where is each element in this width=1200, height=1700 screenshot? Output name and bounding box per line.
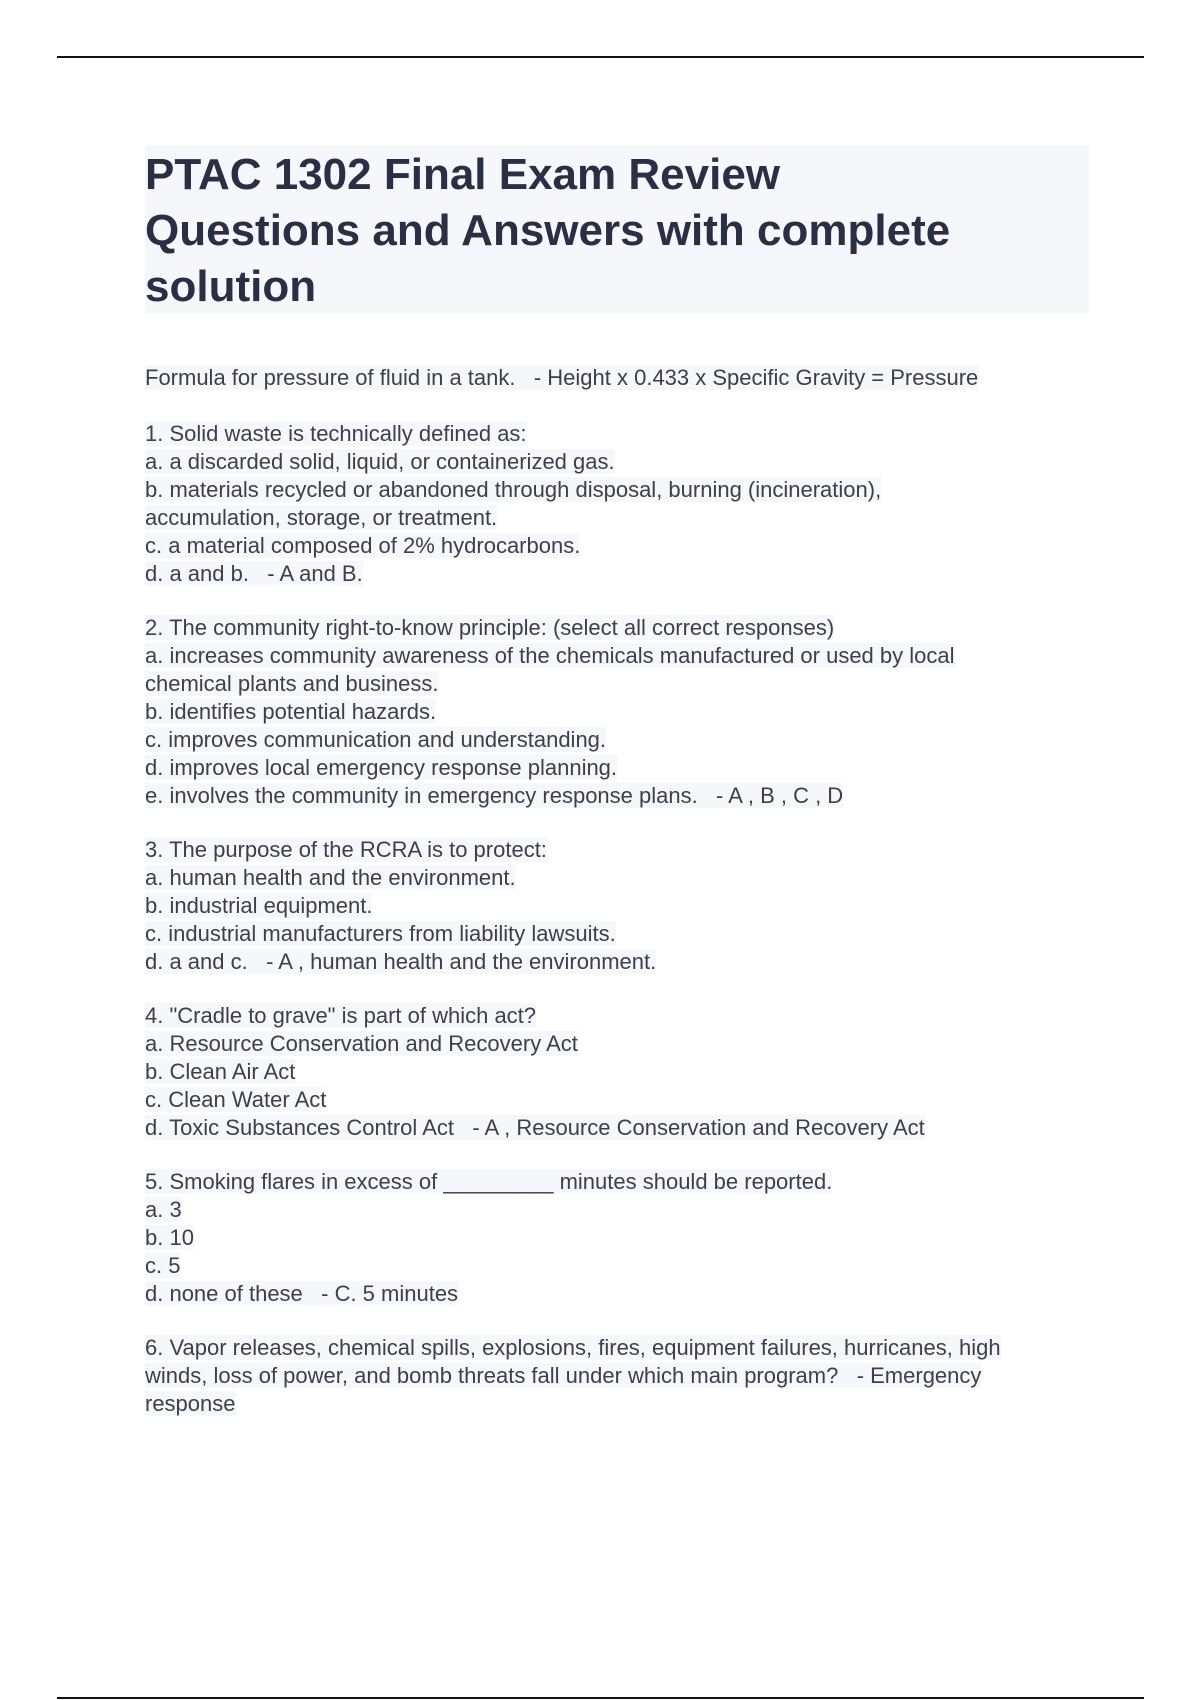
option-line <box>145 698 1089 726</box>
question-line <box>145 1362 1089 1390</box>
bottom-rule <box>57 1697 1144 1699</box>
answer-line <box>145 560 1089 588</box>
question-1 <box>145 420 1089 588</box>
option-text: accumulation, storage, or treatment. <box>145 505 498 530</box>
option-line <box>145 726 1089 754</box>
option-line <box>145 892 1089 920</box>
question-line <box>145 1002 1089 1030</box>
option-line <box>145 670 1089 698</box>
question-6 <box>145 1334 1089 1418</box>
option-text: c. a material composed of 2% hydrocarbons. <box>145 533 581 558</box>
question-text: 2. The community right-to-know principle: (select all correct responses) <box>145 615 835 640</box>
question-line <box>145 836 1089 864</box>
question-text: 4. "Cradle to grave" is part of which act? <box>145 1003 537 1028</box>
option-text: c. Clean Water Act <box>145 1087 327 1112</box>
document-body <box>145 364 1089 1444</box>
question-line <box>145 1334 1089 1362</box>
question-line <box>145 1168 1089 1196</box>
option-line <box>145 476 1089 504</box>
option-line <box>145 532 1089 560</box>
question-5 <box>145 1168 1089 1308</box>
option-line <box>145 504 1089 532</box>
answer-text: response <box>145 1391 236 1416</box>
option-text: b. industrial equipment. <box>145 893 373 918</box>
answer-text: d. none of these - C. 5 minutes <box>145 1281 459 1306</box>
question-2 <box>145 614 1089 810</box>
option-text: b. Clean Air Act <box>145 1059 296 1084</box>
question-text: 3. The purpose of the RCRA is to protect: <box>145 837 547 862</box>
answer-line <box>145 1114 1089 1142</box>
option-text: a. Resource Conservation and Recovery Act <box>145 1031 578 1056</box>
option-text: c. industrial manufacturers from liability lawsuits. <box>145 921 616 946</box>
option-text: c. 5 <box>145 1253 181 1278</box>
top-rule <box>57 56 1144 58</box>
question-text: winds, loss of power, and bomb threats fall under which main program? - Emergency <box>145 1363 982 1388</box>
title-block <box>145 145 1089 313</box>
question-text: 5. Smoking flares in excess of _________ minutes should be reported. <box>145 1169 833 1194</box>
option-text: chemical plants and business. <box>145 671 439 696</box>
option-line <box>145 1058 1089 1086</box>
intro-line <box>145 364 1089 392</box>
question-text: 1. Solid waste is technically defined as: <box>145 421 527 446</box>
answer-text: d. a and b. - A and B. <box>145 561 363 586</box>
answer-line <box>145 782 1089 810</box>
answer-line <box>145 1280 1089 1308</box>
option-text: d. improves local emergency response planning. <box>145 755 618 780</box>
question-3 <box>145 836 1089 976</box>
option-line <box>145 448 1089 476</box>
option-line <box>145 864 1089 892</box>
option-text: a. human health and the environment. <box>145 865 516 890</box>
question-4 <box>145 1002 1089 1142</box>
option-line <box>145 1252 1089 1280</box>
option-line <box>145 1086 1089 1114</box>
option-text: b. 10 <box>145 1225 194 1250</box>
option-line <box>145 1196 1089 1224</box>
option-line <box>145 920 1089 948</box>
intro-text: Formula for pressure of fluid in a tank. - Height x 0.433 x Specific Gravity = Pressure <box>145 365 979 390</box>
option-text: a. a discarded solid, liquid, or containerized gas. <box>145 449 615 474</box>
option-text: b. identifies potential hazards. <box>145 699 437 724</box>
option-line <box>145 1224 1089 1252</box>
answer-text: e. involves the community in emergency response plans. - A , B , C , D <box>145 783 844 808</box>
question-text: 6. Vapor releases, chemical spills, explosions, fires, equipment failures, hurricanes, high <box>145 1335 1001 1360</box>
answer-text: d. Toxic Substances Control Act - A , Resource Conservation and Recovery Act <box>145 1115 925 1140</box>
option-text: b. materials recycled or abandoned through disposal, burning (incineration), <box>145 477 882 502</box>
intro-block <box>145 364 1089 392</box>
answer-line <box>145 948 1089 976</box>
answer-line <box>145 1390 1089 1418</box>
answer-text: d. a and c. - A , human health and the environment. <box>145 949 657 974</box>
option-line <box>145 642 1089 670</box>
option-line <box>145 1030 1089 1058</box>
option-text: a. 3 <box>145 1197 182 1222</box>
question-line <box>145 614 1089 642</box>
option-text: a. increases community awareness of the chemicals manufactured or used by local <box>145 643 955 668</box>
question-line <box>145 420 1089 448</box>
option-text: c. improves communication and understanding. <box>145 727 607 752</box>
option-line <box>145 754 1089 782</box>
page-title: PTAC 1302 Final Exam Review Questions and Answers with complete solution <box>145 150 951 311</box>
